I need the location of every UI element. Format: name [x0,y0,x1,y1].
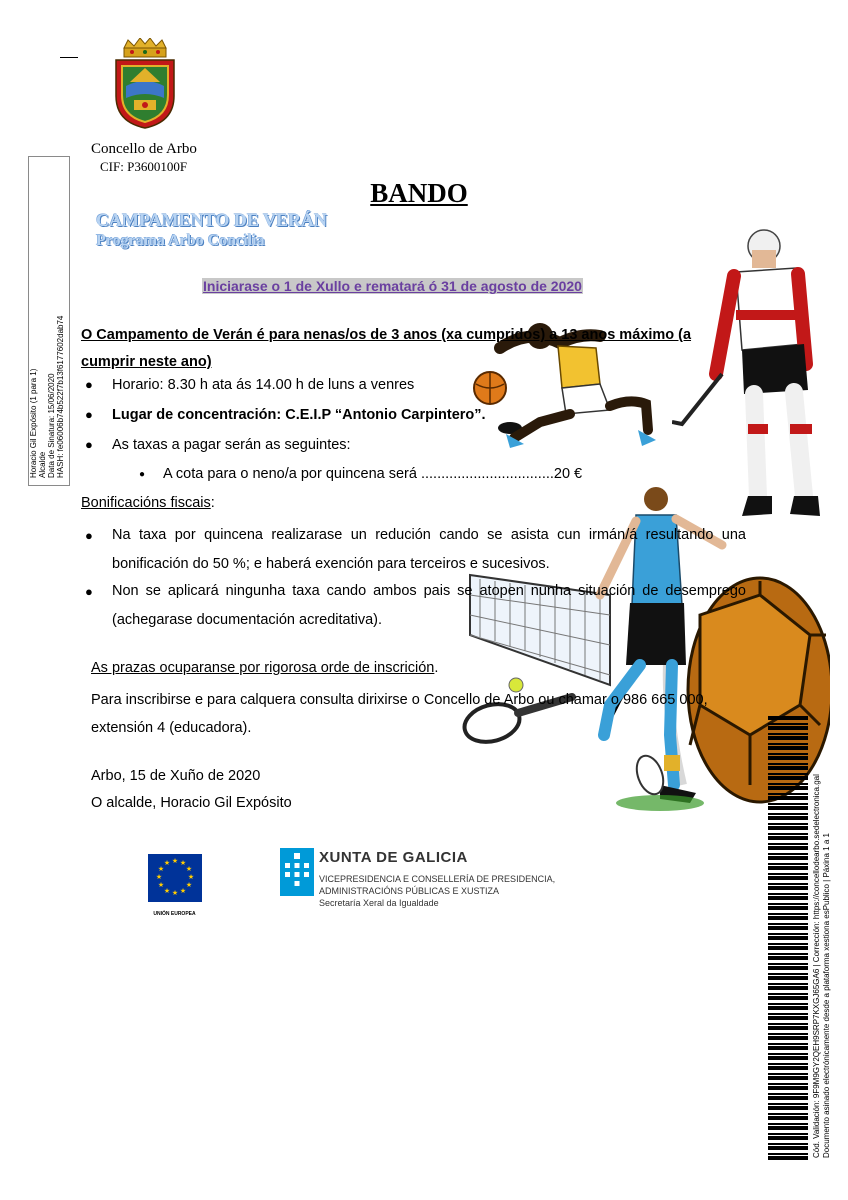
decorative-dash [60,57,78,58]
verification-platform: Documento asinado electrónicamente desde a plataforma xestiona esPublico | Páxina 1 a 1 [822,833,831,1158]
svg-text:★: ★ [179,887,187,895]
signature-date: Data de Sinatura: 15/06/2020 [47,373,56,478]
svg-text:★: ★ [155,873,163,881]
signature-role: Alcalde [38,451,47,478]
verification-code: Cód. Validación: 9F9M9GY2QEH9SRP7KXGJ65GA6 | Corrección: https://concellodearbo.sedelectronica.gal [812,774,821,1158]
svg-text:★: ★ [157,881,165,889]
signature-text [29,152,65,478]
list-item-bonification-2 [85,577,746,635]
verification-text [812,716,832,1158]
bonifications-heading-text: Bonificacións fiscais [81,495,211,511]
list-item-horario [85,377,415,393]
bonifications-heading [81,495,215,511]
lugar-text: Lugar de concentración: C.E.I.P “Antonio Carpintero”. [112,407,486,423]
bonification-2-text: Non se aplicará ningunha taxa cando ambos pais se atopen nunha situación de desemprego (achegarase documentación acreditativa). [112,583,746,628]
svg-text:★: ★ [185,865,193,873]
registration-info: Para inscribirse e para calquera consulta dirixirse o Concello de Arbo ou chamar o 986 665 000, extensión 4 (educadora). [91,692,708,736]
xunta-line-1: VICEPRESIDENCIA E CONSELLERÍA DE PRESIDENCIA, [319,874,556,884]
bullet-icon: ● [85,437,93,452]
svg-text:★: ★ [185,881,193,889]
program-dates: Iniciarase o 1 de Xullo e rematará ó 31 de agosto de 2020 [203,278,582,294]
eu-logo [112,848,237,926]
svg-text:★: ★ [163,859,171,867]
program-subtitle: Programa Arbo Concilia [96,232,265,249]
signature-hash: HASH: fe06006b74b522f7b13f6177602dab74 [56,315,65,478]
bonifications-heading-colon: : [210,495,215,511]
svg-text:★: ★ [171,857,179,865]
xunta-line-3: Secretaría Xeral da Igualdade [319,898,439,908]
bullet-icon: ● [85,584,93,599]
bullet-icon: ● [85,377,93,392]
xunta-line-2: ADMINISTRACIÓNS PÚBLICAS E XUSTIZA [319,886,500,896]
list-item-taxas [85,437,351,453]
list-item-cota [139,466,583,482]
eu-label: UNIÓN EUROPEA [153,911,196,917]
coat-of-arms-icon [110,38,180,130]
bullet-icon: ● [85,528,93,543]
signature-signer: Horacio Gil Expósito (1 para 1) [29,368,38,478]
horario-text: Horario: 8.30 h ata ás 14.00 h de luns a venres [112,377,415,393]
svg-text:★: ★ [187,873,195,881]
mayor-signature: O alcalde, Horacio Gil Expósito [91,795,292,811]
places-note-dot: . [434,660,439,676]
place-date: Arbo, 15 de Xuño de 2020 [91,768,261,784]
svg-text:★: ★ [179,859,187,867]
xunta-department [319,873,555,909]
taxas-text: As taxas a pagar serán as seguintes: [112,437,351,453]
svg-text:★: ★ [163,887,171,895]
xunta-logo [280,848,580,914]
bonification-1-text: Na taxa por quincena realizarase un redución cando se asista cun irmán/á resultando una bonificación do 50 %; e haberá exención para terceiros e sucesivos. [112,527,746,572]
page-title [0,178,848,209]
council-cif: CIF: P3600100F [100,159,188,174]
cota-text: A cota para o neno/a por quincena será .................................20 € [163,466,583,482]
xunta-emblem-icon [280,848,314,896]
bullet-icon: ● [85,407,93,422]
list-item-lugar [85,407,486,423]
xunta-name: XUNTA DE GALICIA [319,849,468,866]
list-item-bonification-1 [85,521,746,579]
places-note-text: As prazas ocuparanse por rigorosa orde de inscrición [91,660,435,676]
eu-flag-icon [112,848,237,910]
places-note [91,660,438,676]
barcode-icon [768,716,808,1160]
intro-text: O Campamento de Verán é para nenas/os de 3 anos (xa cumpridos) a 13 anos máximo (a cumprir neste ano) [81,327,692,370]
council-name: Concello de Arbo [91,141,197,157]
svg-text:★: ★ [171,889,179,897]
program-title: CAMPAMENTO DE VERÁN [96,210,328,230]
page-title-text: BANDO [370,178,468,208]
svg-text:★: ★ [157,865,165,873]
bullet-icon: ● [139,469,146,480]
